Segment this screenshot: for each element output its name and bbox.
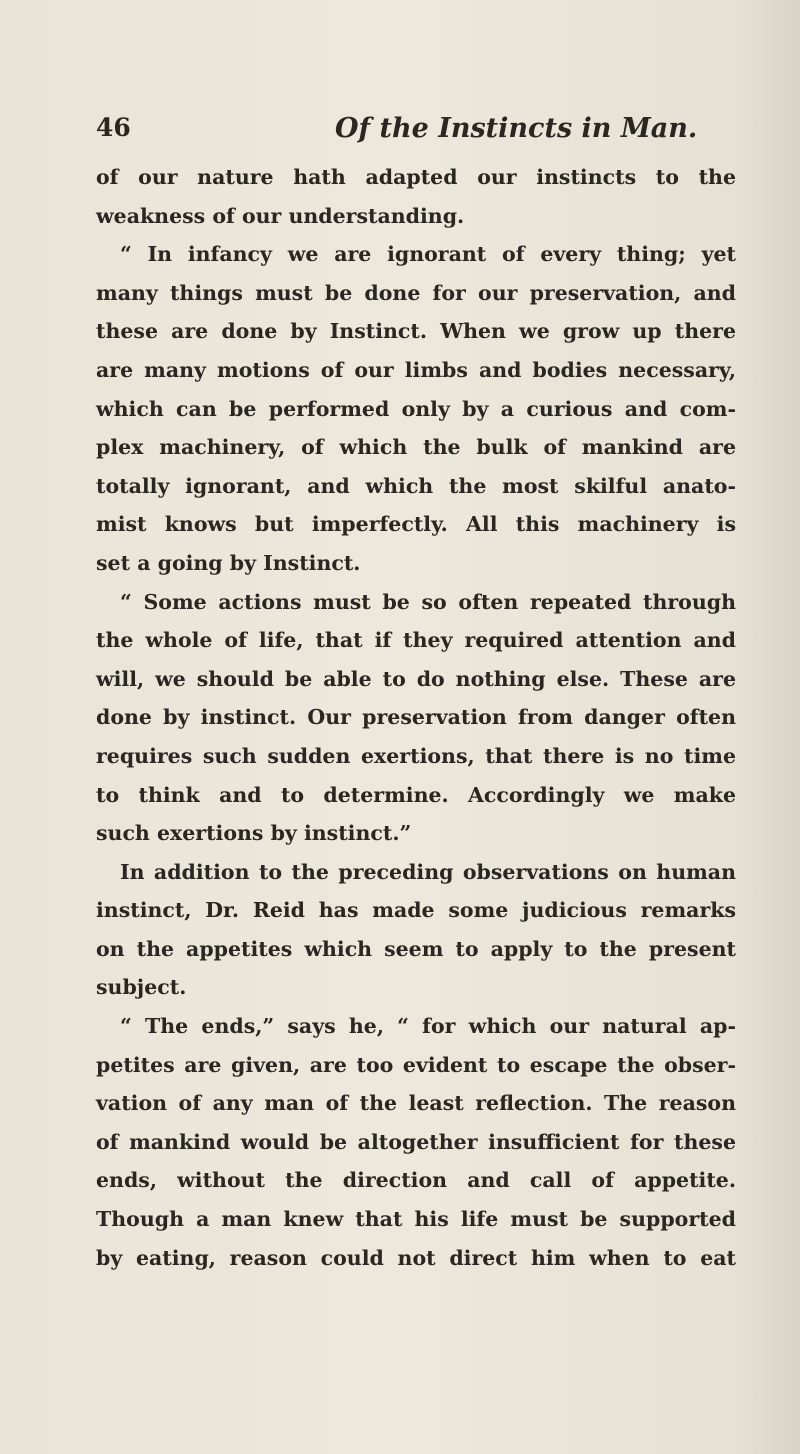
text-line: are many motions of our limbs and bodies necessary,: [96, 357, 736, 382]
text-line: by eating, reason could not direct him when to eat: [96, 1245, 736, 1270]
text-line: petites are given, are too evident to escape the obser-: [96, 1052, 736, 1077]
text-line: of our nature hath adapted our instincts to the: [96, 165, 736, 189]
page-number: 46: [96, 113, 131, 142]
running-head: [96, 113, 736, 153]
text-line: many things must be done for our preservation, and: [96, 280, 736, 305]
text-line: In addition to the preceding observations on human: [120, 859, 736, 884]
text-line: “ Some actions must be so often repeated through: [120, 589, 736, 614]
text-line: totally ignorant, and which the most skilful anato-: [96, 473, 736, 498]
text-line: on the appetites which seem to apply to the present: [96, 936, 736, 961]
text-line: which can be performed only by a curious and com-: [96, 396, 736, 421]
text-line: done by instinct. Our preservation from danger often: [96, 705, 736, 730]
text-line: instinct, Dr. Reid has made some judicious remarks: [96, 898, 736, 923]
text-line: ends, without the direction and call of appetite.: [96, 1168, 736, 1193]
text-line: subject.: [96, 975, 187, 1000]
text-line: “ The ends,” says he, “ for which our natural ap-: [120, 1014, 736, 1039]
text-line: the whole of life, that if they required attention and: [96, 628, 736, 653]
text-line: such exertions by instinct.”: [96, 821, 412, 846]
text-line: will, we should be able to do nothing else. These are: [96, 666, 736, 691]
text-line: weakness of our understanding.: [96, 203, 465, 228]
text-line: set a going by Instinct.: [96, 550, 361, 575]
text-line: to think and to determine. Accordingly we make: [96, 782, 736, 807]
text-line: Though a man knew that his life must be supported: [96, 1207, 736, 1232]
text-line: vation of any man of the least reflection. The reason: [96, 1091, 736, 1116]
text-line: requires such sudden exertions, that there is no time: [96, 743, 736, 768]
text-line: mist knows but imperfectly. All this machinery is: [96, 512, 736, 537]
text-line: of mankind would be altogether insufficient for these: [96, 1129, 736, 1154]
running-title: Of the Instincts in Man.: [335, 113, 698, 144]
text-line: plex machinery, of which the bulk of mankind are: [96, 435, 736, 460]
text-line: these are done by Instinct. When we grow up there: [96, 319, 736, 344]
body-text: [96, 158, 736, 1277]
text-line: “ In infancy we are ignorant of every thing; yet: [120, 242, 736, 267]
